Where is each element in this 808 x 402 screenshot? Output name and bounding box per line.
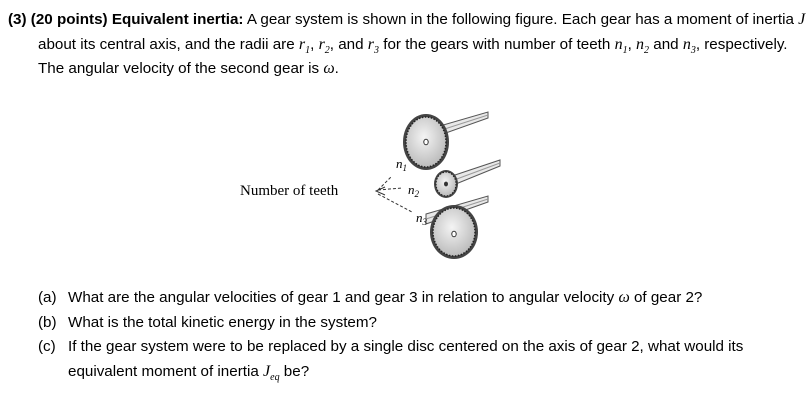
label-n3: $n_3$ <box>416 210 427 227</box>
symbol-n2: $n_2$ <box>636 35 650 56</box>
gear-diagram <box>230 108 510 248</box>
problem-text-2: about its central axis, and the radii are <box>38 35 299 53</box>
question-b <box>38 311 788 336</box>
text-and: , and <box>329 35 368 53</box>
gear-1 <box>403 114 449 170</box>
problem-text-4: , respectively. The angular velocity of the second gear is <box>38 35 788 77</box>
label-number-of-teeth: Number of teeth <box>240 183 339 199</box>
problem-text-1: A gear system is shown in the following figure. Each gear has a moment of inertia <box>243 11 799 28</box>
question-label: (a) <box>38 289 57 306</box>
symbol-n1: $n_1$ <box>614 35 628 56</box>
question-text: If the gear system were to be replaced by a single disc centered on the axis of gear 2, what would its equivalent moment of inertia $J_{eq}$ be? <box>68 338 744 383</box>
problem-text-3: for the gears with number of teeth <box>379 35 615 53</box>
label-n2: $n_2$ <box>408 182 419 199</box>
comma: , <box>310 35 319 53</box>
gear-2 <box>434 170 458 198</box>
label-n1: $n_1$ <box>396 156 407 173</box>
problem-number: (3) <box>8 11 27 28</box>
gear-figure <box>230 108 510 248</box>
problem-statement <box>8 8 808 82</box>
symbol-n3: $n_3$ <box>682 35 696 56</box>
problem-points: (20 points) <box>30 11 108 28</box>
gear-3 <box>430 205 478 259</box>
question-label: (b) <box>38 313 57 331</box>
symbol-r1: $r_1$ <box>298 35 311 56</box>
symbol-r3: $r_3$ <box>367 35 380 56</box>
question-text: What is the total kinetic energy in the system? <box>68 313 377 331</box>
symbol-J: J <box>798 11 806 28</box>
question-text: What are the angular velocities of gear 1 and gear 3 in relation to angular velocity ω of gear 2? <box>68 289 703 306</box>
comma: , <box>627 35 637 53</box>
question-label: (c) <box>38 338 56 355</box>
question-list <box>38 286 788 384</box>
teeth-arrows <box>376 176 412 212</box>
question-a <box>38 286 788 311</box>
period: . <box>334 60 339 77</box>
question-c <box>38 335 788 384</box>
symbol-omega: ω <box>323 60 335 77</box>
problem-title: Equivalent inertia: <box>111 11 244 28</box>
text-and: and <box>649 35 683 53</box>
symbol-r2: $r_2$ <box>318 35 330 56</box>
